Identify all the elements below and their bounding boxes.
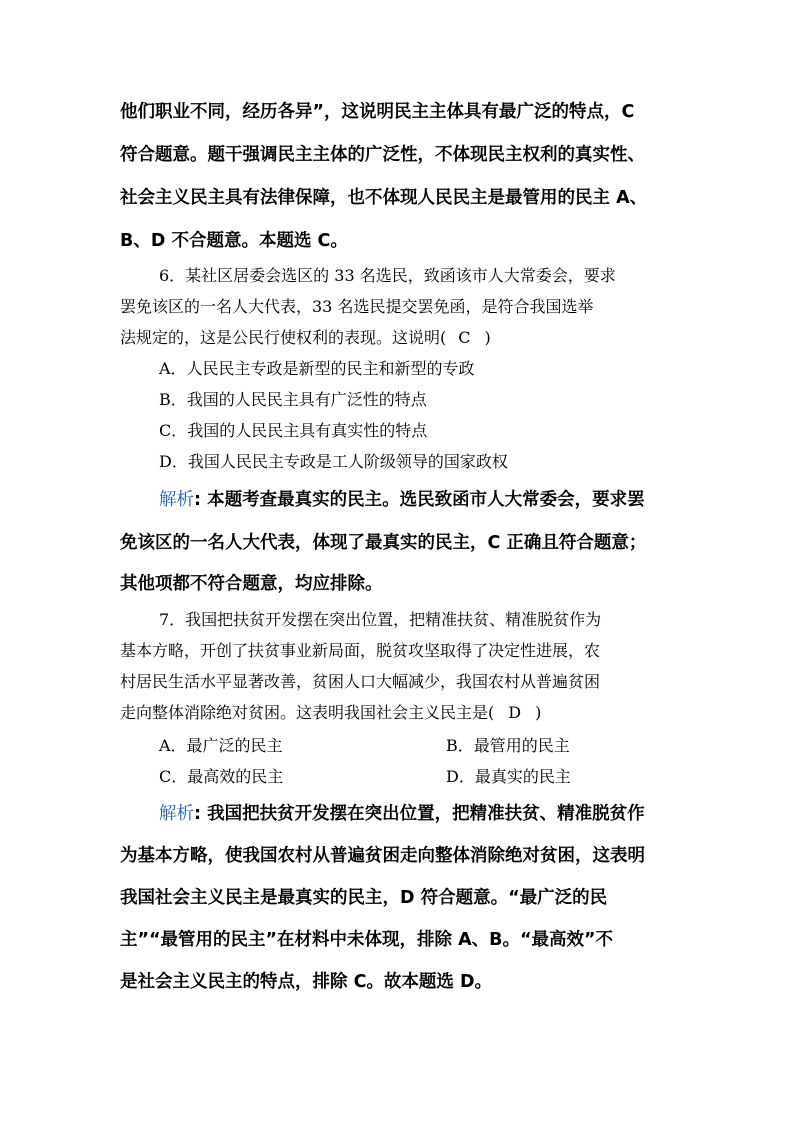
q6-option-c: C．我国的人民民主具有真实性的特点 [159,421,428,440]
q6-analysis-label: 解析 [159,490,194,510]
q6-stem-line: 罢免该区的一名人大代表，33 名选民提交罢免函，是符合我国选举 [120,297,594,316]
q6-stem-line-with-answer [120,330,491,346]
q5-analysis-line: 符合题意。题干强调民主主体的广泛性，不体现民主权利的真实性、 [120,145,645,165]
q6-answer: C [458,328,471,347]
q6-option-d: D．我国人民民主专政是工人阶级领导的国家政权 [159,452,508,471]
q7-analysis-line [159,806,645,824]
q5-analysis-line: 社会主义民主具有法律保障，也不体现人民民主是最管用的民主 A、 [120,188,648,208]
q7-option-c: C．最高效的民主 [159,767,284,786]
q7-stem-line-with-answer [120,705,541,721]
q6-option-b: B．我国的人民民主具有广泛性的特点 [159,390,427,409]
q6-analysis-line: 其他项都不符合题意，均应排除。 [120,574,383,594]
q6-analysis-text: : 本题考查最真实的民主。选民致函市人大常委会，要求罢 [194,490,645,510]
q5-analysis-line: B、D 不合题意。本题选 C。 [120,231,348,251]
q6-close-paren: ) [484,328,491,347]
q5-analysis-line: 他们职业不同，经历各异”，这说明民主主体具有最广泛的特点，C [120,102,635,122]
q7-option-b: B．最管用的民主 [446,736,570,755]
q7-stem-line: 村居民生活水平显著改善，贫困人口大幅减少，我国农村从普遍贫困 [120,672,601,691]
q7-analysis-line: 主”“最管用的民主”在材料中未体现，排除 A、B。“最高效”不 [120,930,613,950]
q6-stem-line: 6．某社区居委会选区的 33 名选民，致函该市人大常委会，要求 [159,266,616,285]
q6-analysis-line: 免该区的一名人大代表，体现了最真实的民主，C 正确且符合题意； [120,533,647,553]
q7-analysis-label: 解析 [159,804,194,824]
q6-stem-text: 法规定的，这是公民行使权利的表现。这说明( [120,328,447,347]
q6-analysis-line [159,492,645,510]
q7-option-d: D．最真实的民主 [446,767,571,786]
q6-option-a: A．人民民主专政是新型的民主和新型的专政 [159,359,475,378]
q7-analysis-line: 是社会主义民主的特点，排除 C。故本题选 D。 [120,972,493,992]
q7-analysis-line: 为基本方略，使我国农村从普遍贫困走向整体消除绝对贫困，这表明 [120,846,645,866]
q7-close-paren: ) [535,703,542,722]
q7-analysis-text: : 我国把扶贫开发摆在突出位置，把精准扶贫、精准脱贫作 [194,804,645,824]
q7-stem-line: 7．我国把扶贫开发摆在突出位置，把精准扶贫、精准脱贫作为 [159,610,602,629]
q7-answer: D [508,703,522,722]
q7-analysis-line: 我国社会主义民主是最真实的民主，D 符合题意。“最广泛的民 [120,888,608,908]
q7-stem-text: 走向整体消除绝对贫困。这表明我国社会主义民主是( [120,703,495,722]
q7-stem-line: 基本方略，开创了扶贫事业新局面，脱贫攻坚取得了决定性进展，农 [120,641,601,660]
q7-option-a: A．最广泛的民主 [159,736,283,755]
